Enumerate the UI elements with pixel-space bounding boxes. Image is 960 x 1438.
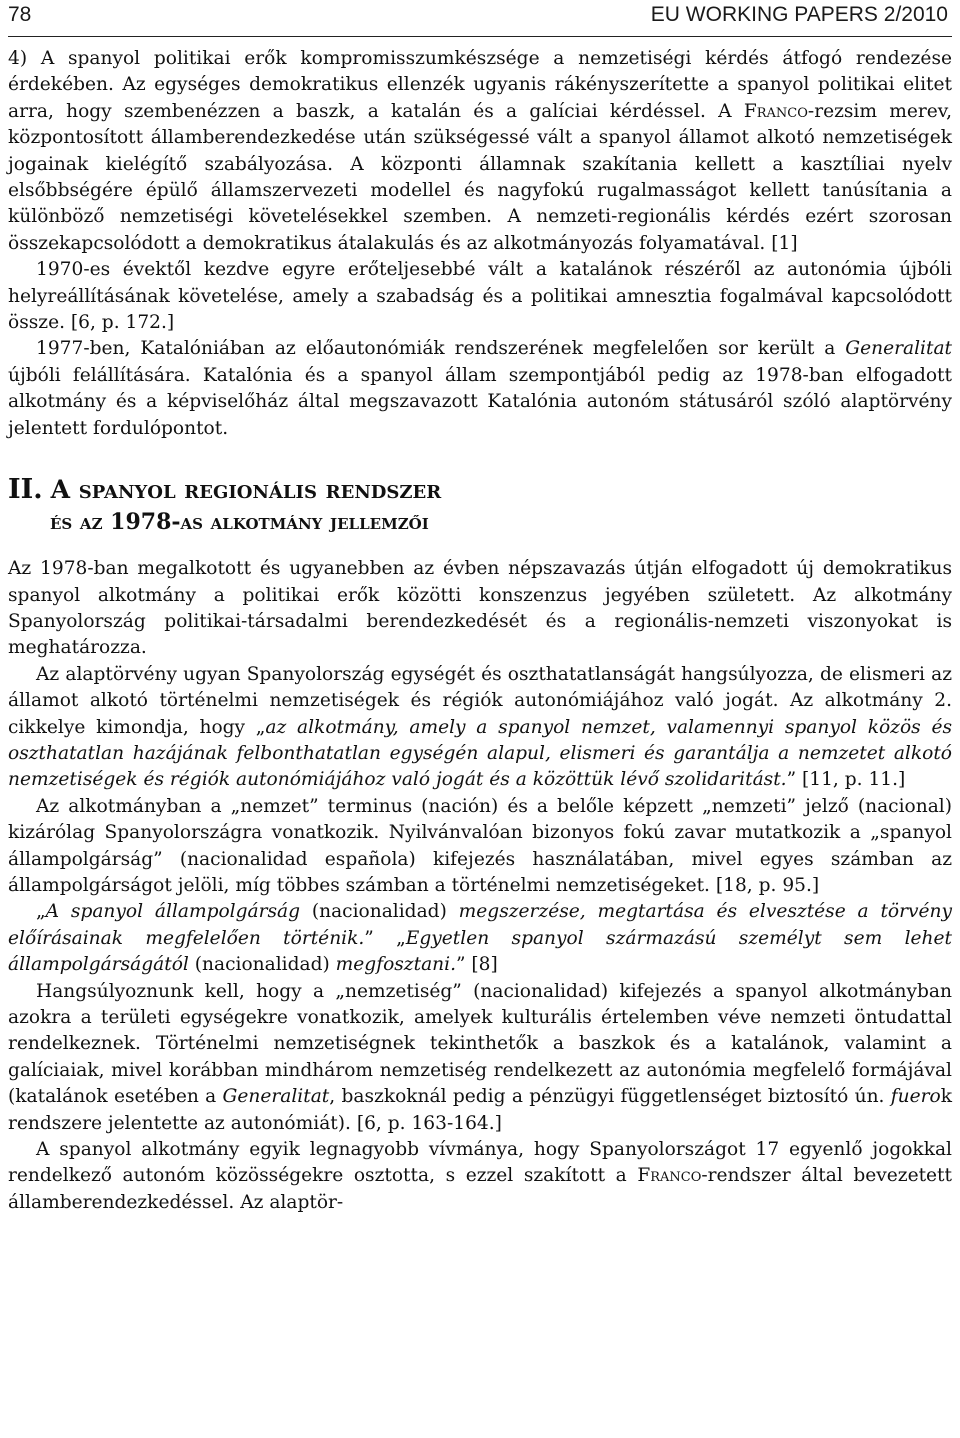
paragraph-1977: 1977-ben, Katalóniában az előautonómiák rendszerének megfelelően sor került a Generalitat újbóli felállítására. Katalónia és a spanyol állam szempontjából pedig az 1978-ban elfogadott alkotmány és a képviselőház által megszavazott Katalónia autonóm státusáról szóló alaptörvény jelentett fordulópontot.: [8, 338, 952, 439]
paragraph-citizenship-quote: „A spanyol állampolgárság (nacionalidad) megszerzése, megtartása és elvesztése a törvény előírásainak megfelelően történik.” „Egyetlen spanyol származású személyt sem lehet állampolgárságától (nacionalidad) megfosztani.” [8]: [8, 901, 953, 976]
paragraph-17-communities: A spanyol alkotmány egyik legnagyobb vívmánya, hogy Spanyolországot 17 egyenlő jogokkal rendelkező autonóm közösségekre osztotta, s ezzel szakított a Franco-rendszer által bevezetett államberendezkedéssel. Az alaptör-: [8, 1139, 952, 1213]
quote-article-2: az alkotmány, amely a spanyol nemzet, valamennyi spanyol közös és oszthatatlan hazájának felbonthatatlan egységén alapul, elismeri és garantálja a nemzetet alkotó nemzetiségek és régiók autonómiájához való jogát és a közöttük lévő szolidaritást.: [8, 716, 952, 791]
header-rule: [8, 36, 952, 37]
franco-smallcaps: Franco: [637, 1165, 702, 1187]
paragraph-nemzet-terminus: Az alkotmányban a „nemzet” terminus (nación) és a belőle képzett „nemzeti” jelző (nacional) kizárólag Spanyolországra vonatkozik. Nyilvánvalóan bizonyos fokú zavar mutatkozik a „spanyol állampolgárság” (nacionalidad española) kifejezés használatában, mivel egyes számban az állampolgárságot jelöli, míg többes számban a történelmi nemzetiségeket. [18, p. 95.]: [8, 795, 952, 896]
paragraph-political-forces: 4) A spanyol politikai erők kompromisszumkészsége a nemzetiségi kérdés átfogó rendezése érdekében. Az egységes demokratikus ellenzék ugyanis rákényszerítette a spanyol politikai elitet arra, hogy szembenézzen a baszk, a katalán és a galíciai kérdéssel. A Franco-rezsim merev, központosított államberendezkedése után szükségessé vált a spanyol államot alkotó nemzetiségek jogainak kielégítő szabályozása. A központi államnak szakítania kellett a kasztíliai nyelv elsőbbségére épülő államszervezeti modellel és nagyfokú rugalmasságot kellett tanúsítania a különböző nemzetiségi követelésekkel szemben. A nemzeti-regionális kérdés ezért szorosan összekapcsolódott a demokratikus átalakulás és az alkotmányozás folyamatával. [1]: [8, 48, 952, 254]
section-heading: [8, 474, 952, 538]
heading-line-2: és az 1978-as alkotmány jellemzői: [50, 509, 429, 536]
paragraph-constitution-1978: Az 1978-ban megalkotott és ugyanebben az évben népszavazás útján elfogadott új demokratikus spanyol alkotmány a politikai erők közötti konszenzus jegyében született. Az alkotmány Spanyolország politikai-társadalmi berendezkedését és a regionális-nemzeti viszonyokat is meghatározza.: [8, 558, 952, 659]
page-number: 78: [8, 3, 32, 26]
page-body: [8, 46, 952, 1216]
heading-line-1: A spanyol regionális rendszer: [50, 475, 442, 505]
series-title: EU WORKING PAPERS 2/2010: [650, 3, 948, 26]
section-gap: [8, 442, 952, 470]
page-header: [8, 0, 952, 40]
franco-smallcaps: Franco: [743, 100, 808, 122]
paragraph-1970s: 1970-es évektől kezdve egyre erőteljesebbé vált a katalánok részéről az autonómia újbóli helyreállításának követelése, amely a szabadság és a politikai amnesztia fogalmával kapcsolódott össze. [6, p. 172.]: [8, 259, 952, 334]
paragraph-nemzetiseg: Hangsúlyoznunk kell, hogy a „nemzetiség” (nacionalidad) kifejezés a spanyol alkotmányban azokra a területi egységekre vonatkozik, amelyek kulturális értelemben véve nemzeti öntudattal rendelkeznek. Történelmi nemzetiségnek tekinthetők a baszkok és a katalánok, valamint a galíciaiak, mivel korábban mindhárom nemzetiség rendelkezett az autonómia megfelelő formájával (katalánok esetében a Generalitat, baszkoknál pedig a pénzügyi függetlenséget biztosító ún. fuerok rendszere jelentette az autonómiát). [6, p. 163-164.]: [8, 980, 952, 1134]
paragraph-article-2: Az alaptörvény ugyan Spanyolország egységét és oszthatatlanságát hangsúlyozza, de elismeri az államot alkotó történelmi nemzetiségek és régiók autonómiájához való jogát. Az alkotmány 2. cikkelye kimondja, hogy „az alkotmány, amely a spanyol nemzet, valamennyi spanyol közös és oszthatatlan hazájának felbonthatatlan egységén alapul, elismeri és garantálja a nemzetet alkotó nemzetiségek és régiók autonómiájához való jogát és a közöttük lévő szolidaritást.” [11, p. 11.]: [8, 663, 952, 791]
heading-number: II.: [8, 474, 43, 506]
